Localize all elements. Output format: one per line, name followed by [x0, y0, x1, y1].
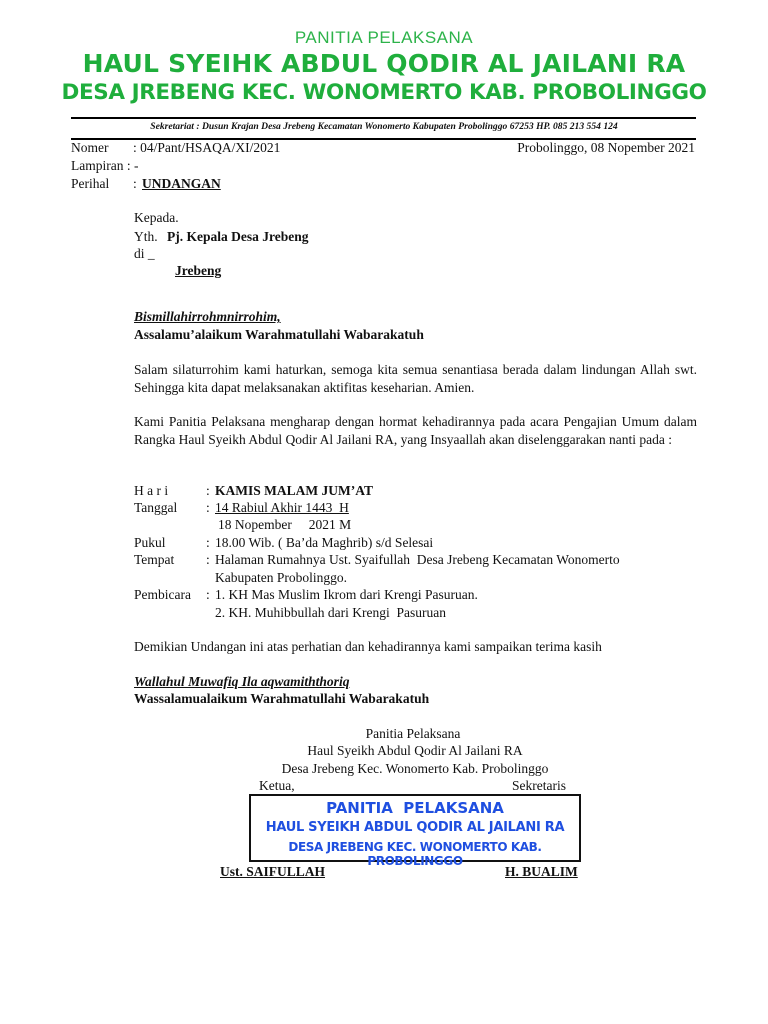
stamp-line2: HAUL SYEIKH ABDUL QODIR AL JAILANI RA	[265, 820, 565, 835]
ketua-name: Ust. SAIFULLAH	[220, 864, 326, 879]
opening-salam: Assalamu’alaikum Warahmatullahi Wabarakatuh	[134, 327, 424, 342]
letterhead-committee: PANITIA PELAKSANA	[294, 28, 474, 47]
recipient-yth: Yth.	[134, 229, 158, 244]
recipient-name: Pj. Kepala Desa Jrebeng	[167, 229, 309, 244]
committee-stamp	[249, 794, 581, 868]
stamp-line1: PANITIA PELAKSANA	[326, 799, 504, 817]
signature-address: Desa Jrebeng Kec. Wonomerto Kab. Probolinggo	[281, 761, 549, 776]
place-date: Probolinggo, 08 Nopember 2021	[517, 140, 695, 155]
recipient-place: Jrebeng	[175, 263, 222, 278]
recipient-kepada: Kepada.	[134, 210, 179, 225]
bismillah: Bismillahirrohmnirrohim,	[134, 309, 281, 324]
tempat-value-line2: Kabupaten Probolinggo.	[215, 570, 347, 585]
pembicara-colon: :	[206, 587, 210, 602]
sekretaris-name: H. BUALIM	[505, 864, 578, 879]
signature-event: Haul Syeikh Abdul Qodir Al Jailani RA	[307, 743, 523, 758]
tempat-colon: :	[206, 552, 210, 567]
tanggal-label: Tanggal	[134, 500, 178, 515]
hari-label: H a r i	[134, 483, 169, 498]
paragraph-invitation: Kami Panitia Pelaksana mengharap dengan hormat kehadirannya pada acara Pengajian Umum dalam Rangka Haul Syeikh Abdul Qodir Al Jailani RA, yang Insyaallah akan diselenggarakan nanti pada :	[134, 414, 697, 447]
tanggal-hijri: 14 Rabiul Akhir 1443 H	[215, 500, 349, 515]
stamp-line3: DESA JREBENG KEC. WONOMERTO KAB. PROBOLINGGO	[288, 840, 542, 868]
hari-colon: :	[206, 483, 210, 498]
tanggal-masehi: 18 Nopember 2021 M	[218, 517, 352, 532]
perihal-colon: :	[133, 176, 137, 191]
sekretaris-label: Sekretaris	[512, 778, 566, 793]
pukul-label: Pukul	[134, 535, 166, 550]
tempat-value-line1: Halaman Rumahnya Ust. Syaifullah Desa Jrebeng Kecamatan Wonomerto	[215, 552, 620, 567]
tempat-label: Tempat	[134, 552, 175, 567]
signature-committee: Panitia Pelaksana	[365, 726, 461, 741]
closing-sentence: Demikian Undangan ini atas perhatian dan kehadirannya kami sampaikan terima kasih	[134, 639, 602, 654]
letterhead-title: HAUL SYEIHK ABDUL QODIR AL JAILANI RA	[82, 49, 686, 78]
lampiran: Lampiran : -	[71, 158, 139, 173]
tanggal-colon: :	[206, 500, 210, 515]
pembicara-1: 1. KH Mas Muslim Ikrom dari Krengi Pasuruan.	[215, 587, 478, 602]
pukul-value: 18.00 Wib. ( Ba’da Maghrib) s/d Selesai	[215, 535, 434, 550]
closing-salam: Wassalamualaikum Warahmatullahi Wabarakatuh	[134, 691, 430, 706]
letterhead-rule-top	[71, 117, 696, 119]
ketua-label: Ketua,	[259, 778, 295, 793]
paragraph-greeting: Salam silaturrohim kami haturkan, semoga kita semua senantiasa berada dalam lindungan Allah swt. Sehingga kita dapat melaksanakan aktifitas keseharian. Amien.	[134, 362, 697, 395]
perihal-label: Perihal	[71, 176, 110, 191]
pembicara-2: 2. KH. Muhibbullah dari Krengi Pasuruan	[215, 605, 446, 620]
wallahul: Wallahul Muwafiq Ila aqwamiththoriq	[134, 674, 350, 689]
pukul-colon: :	[206, 535, 210, 550]
hari-value: KAMIS MALAM JUM’AT	[215, 483, 373, 498]
nomor-value: : 04/Pant/HSAQA/XI/2021	[133, 140, 281, 155]
letterhead-address: DESA JREBENG KEC. WONOMERTO KAB. PROBOLINGGO	[61, 80, 707, 105]
recipient-di: di _	[134, 246, 155, 261]
nomor-label: Nomer	[71, 140, 109, 155]
pembicara-label: Pembicara	[134, 587, 191, 602]
secretariat-address: Sekretariat : Dusun Krajan Desa Jrebeng Kecamatan Wonomerto Kabupaten Probolinggo 67253 HP. 085 213 554 124	[150, 121, 618, 132]
perihal-value: UNDANGAN	[142, 176, 221, 191]
